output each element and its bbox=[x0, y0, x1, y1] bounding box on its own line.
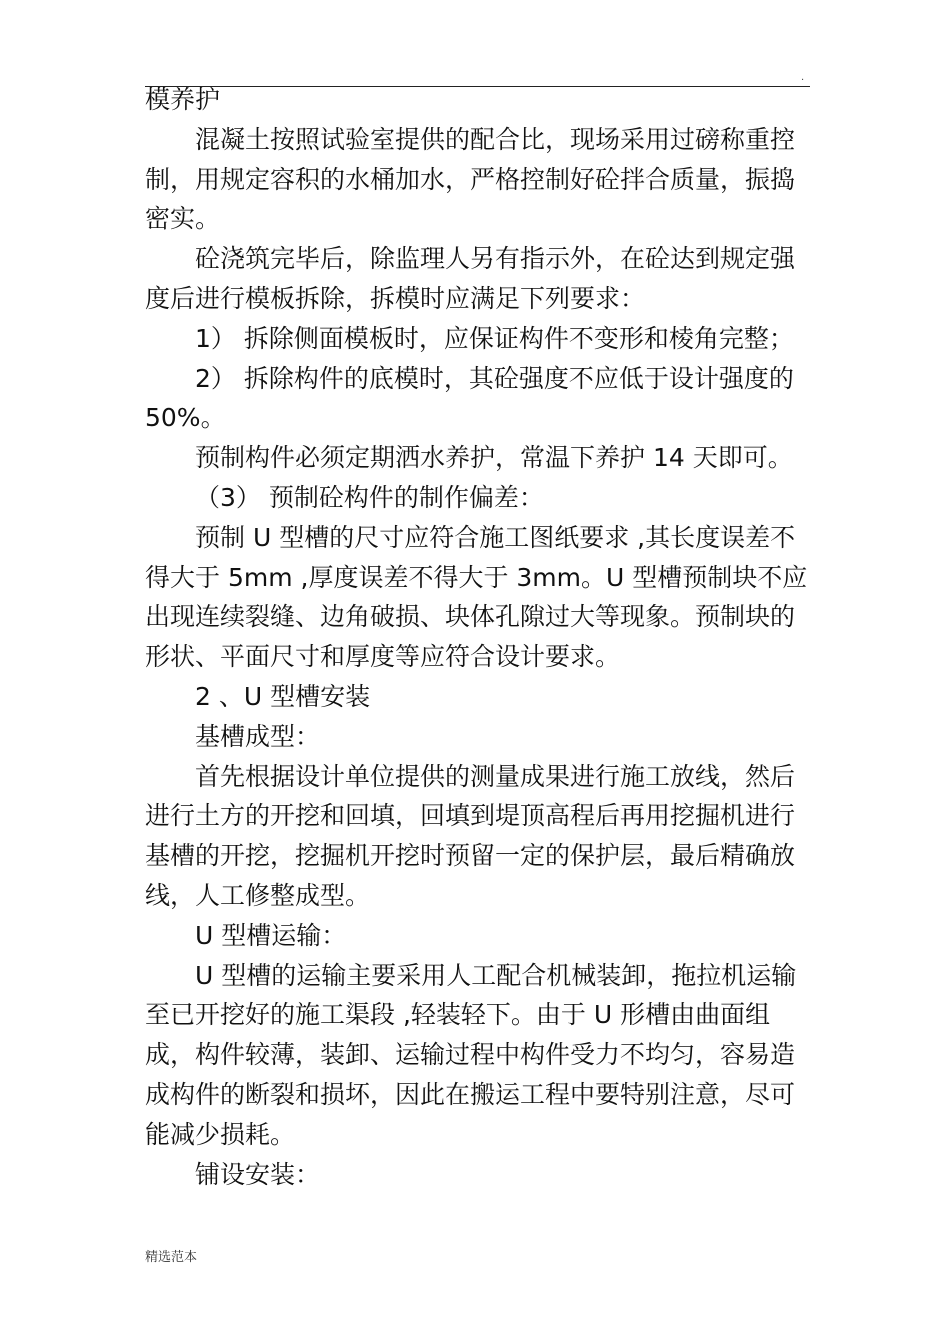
paragraph-formwork-removal: 砼浇筑完毕后，除监理人另有指示外，在砼达到规定强度后进行模板拆除，拆模时应满足下列要求： bbox=[145, 244, 796, 313]
subheading-trench: 基槽成型： bbox=[195, 721, 321, 751]
list-item-side-formwork: 1） 拆除侧面模板时，应保证构件不变形和棱角完整； bbox=[195, 323, 794, 353]
paragraph-transport: U 型槽的运输主要采用人工配合机械装卸，拖拉机运输至已开挖好的施工渠段 ,轻装轻下。由于 U 形槽由曲面组成，构件较薄，装卸、运输过程中构件受力不均匀，容易造成构件的断裂和损坏，因此在搬运工程中要特别注意，尽可能减少损耗。 bbox=[145, 960, 797, 1149]
paragraph-curing: 预制构件必须定期洒水养护，常温下养护 14 天即可。 bbox=[195, 443, 793, 473]
paragraph-trench: 首先根据设计单位提供的测量成果进行施工放线，然后进行土方的开挖和回填，回填到堤顶高程后再用挖掘机进行基槽的开挖，挖掘机开挖时预留一定的保护层，最后精确放线，人工修整成型。 bbox=[145, 761, 796, 910]
paragraph-tolerance: 预制 U 型槽的尺寸应符合施工图纸要求 ,其长度误差不得大于 5mm ,厚度误差不得大于 3mm。U 型槽预制块不应出现连续裂缝、边角破损、块体孔隙过大等现象。预制块的形状、平面尺寸和厚度等应符合设计要求。 bbox=[145, 522, 808, 672]
footer-label: 精选范本 bbox=[145, 1250, 198, 1265]
section-heading-tolerance: （3） 预制砼构件的制作偏差： bbox=[195, 482, 544, 512]
header-mark: . bbox=[801, 72, 805, 83]
paragraph-continuation: 模养护 bbox=[145, 85, 221, 114]
subheading-laying: 铺设安装： bbox=[195, 1159, 321, 1189]
paragraph-mixing: 混凝土按照试验室提供的配合比，现场采用过磅称重控制，用规定容积的水桶加水，严格控制好砼拌合质量，振捣密实。 bbox=[145, 124, 796, 234]
section-heading-installation: 2 、U 型槽安装 bbox=[195, 681, 371, 711]
list-item-bottom-formwork: 2） 拆除构件的底模时，其砼强度不应低于设计强度的50%。 bbox=[145, 363, 794, 433]
subheading-transport: U 型槽运输： bbox=[195, 920, 347, 950]
body-text bbox=[145, 80, 810, 1194]
